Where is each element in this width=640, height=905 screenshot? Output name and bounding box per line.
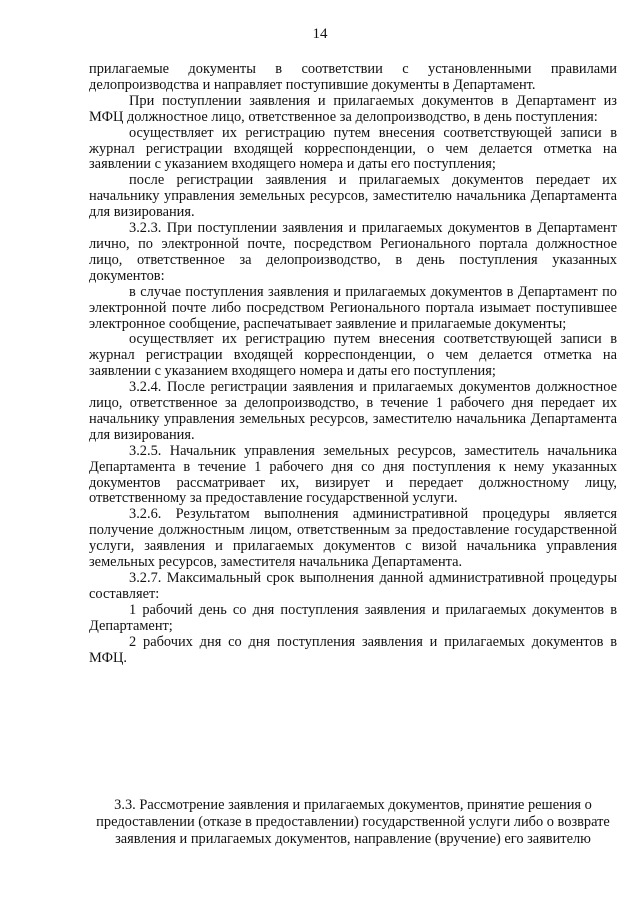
document-body [89, 62, 617, 666]
paragraph: 1 рабочий день со дня поступления заявления и прилагаемых документов в Департамент; [89, 601, 617, 634]
paragraph: 3.2.6. Результатом выполнения административной процедуры является получение должностным лицом, ответственным за предоставление государственной услуги, заявления и прилагаемых документов с визой начальника управления земельных ресурсов, заместителя начальника Департамента. [89, 506, 617, 571]
paragraph: 3.2.7. Максимальный срок выполнения данной административной процедуры составляет: [89, 570, 617, 602]
paragraph: При поступлении заявления и прилагаемых документов в Департамент из МФЦ должностное лицо, ответственное за делопроизводство, в день поступления: [89, 92, 617, 125]
page-number: 14 [312, 26, 328, 42]
paragraph: 3.2.5. Начальник управления земельных ресурсов, заместитель начальника Департамента в течение 1 рабочего дня со дня поступления к нему указанных документов рассматривает их, визирует и передает должностному лицу, ответственному за предоставление государственной услуги. [89, 442, 617, 507]
paragraph: 3.2.4. После регистрации заявления и прилагаемых документов должностное лицо, ответственное за делопроизводство, в течение 1 рабочего дня передает их начальнику управления земельных ресурсов, заместителю начальника Департамента для визирования. [89, 379, 617, 443]
paragraph: 2 рабочих дня со дня поступления заявления и прилагаемых документов в МФЦ. [89, 633, 617, 666]
paragraph: осуществляет их регистрацию путем внесения соответствующей записи в журнал регистрации входящей корреспонденции, о чем делается отметка на заявлении с указанием входящего номера и даты его поступления; [89, 124, 617, 173]
paragraph: осуществляет их регистрацию путем внесения соответствующей записи в журнал регистрации входящей корреспонденции, о чем делается отметка на заявлении с указанием входящего номера и даты его поступления; [89, 331, 617, 380]
paragraph: в случае поступления заявления и прилагаемых документов в Департамент по электронной почте либо посредством Регионального портала изымает поступившее электронное сообщение, распечатывает заявление и прилагаемые документы; [89, 283, 617, 332]
paragraph: 3.2.3. При поступлении заявления и прилагаемых документов в Департамент лично, по электронной почте, посредством Регионального портала должностное лицо, ответственное за делопроизводство, в день поступления указанных документов: [89, 220, 617, 284]
section-heading: 3.3. Рассмотрение заявления и прилагаемых документов, принятие решения о предоставлении (отказе в предоставлении) государственной услуги либо о возврате заявления и прилагаемых документов, направление (вручение) его заявителю [96, 797, 610, 847]
paragraph: прилагаемые документы в соответствии с установленными правилами делопроизводства и направляет поступившие документы в Департамент. [89, 61, 617, 93]
paragraph: после регистрации заявления и прилагаемых документов передает их начальнику управления земельных ресурсов, заместителю начальника Департамента для визирования. [89, 172, 617, 221]
